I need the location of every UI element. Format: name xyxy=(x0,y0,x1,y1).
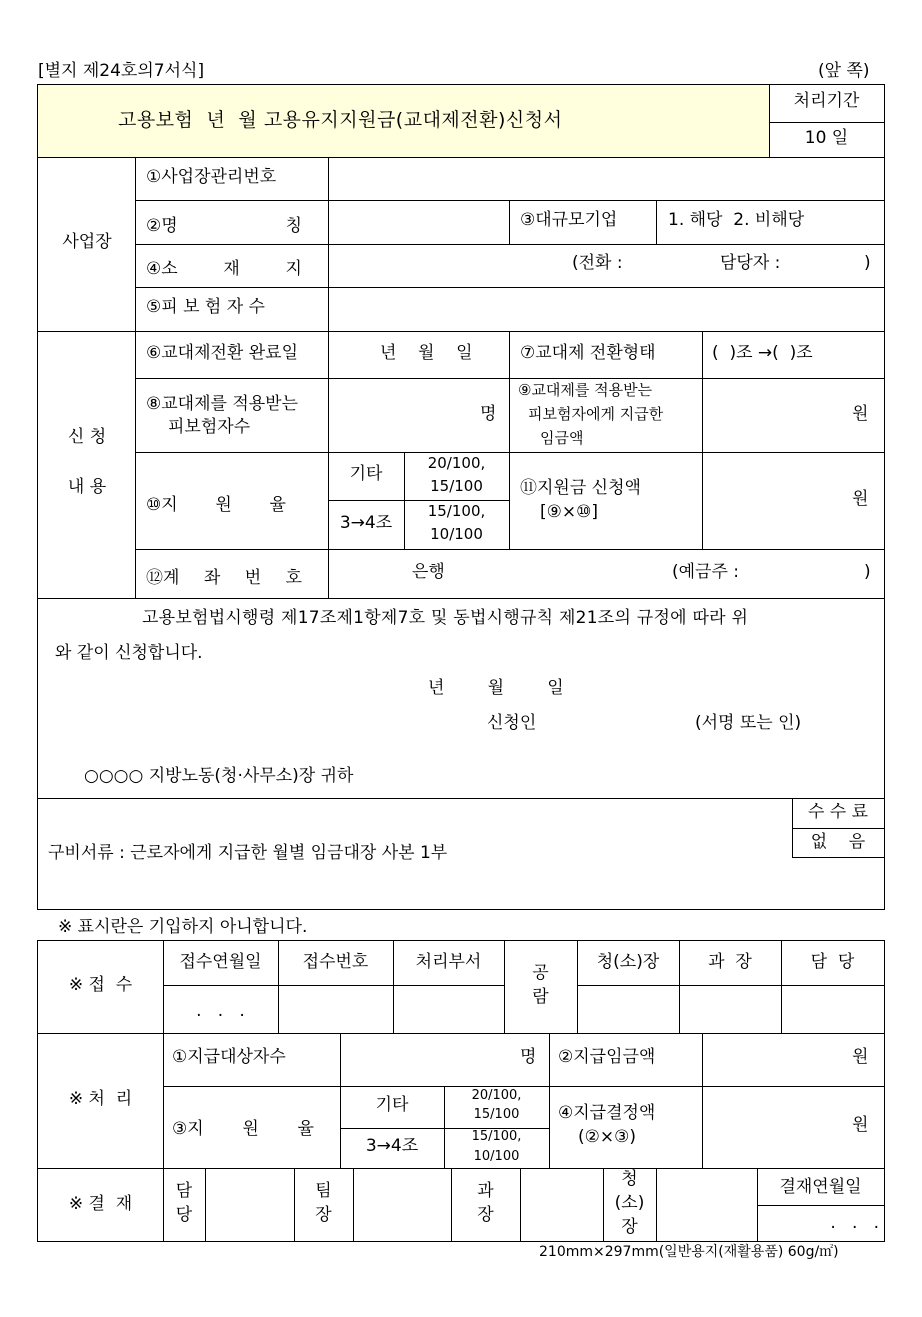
support-amount-unit: 원 xyxy=(852,489,869,509)
processing-period-value: 10 일 xyxy=(804,128,849,148)
form-title: 고용보험 년 월 고용유지지원금(교대제전환)신청서 xyxy=(118,109,563,131)
business-mgmt-no-field[interactable] xyxy=(330,159,882,199)
decision-amount-label-2: (②×③) xyxy=(578,1127,636,1147)
application-section-label-1: 신 청 xyxy=(67,427,107,447)
circulation-label-1: 공 xyxy=(532,963,549,983)
processing-period-label: 처리기간 xyxy=(793,91,860,111)
shift-type-field[interactable]: ( )조 →( )조 xyxy=(712,343,813,363)
shift-insured-label-1: ⑧교대제를 적용받는 xyxy=(146,394,299,414)
office-use-note: ※ 표시란은 기입하지 아니합니다. xyxy=(58,917,308,937)
large-company-options[interactable]: 1. 해당 2. 비해당 xyxy=(668,210,805,230)
proc-rate-other-value-2: 15/100 xyxy=(473,1107,520,1122)
approval-staff-1: 담 xyxy=(175,1181,193,1201)
page-side: (앞 쪽) xyxy=(818,61,870,81)
paid-wage-unit: 원 xyxy=(852,1047,869,1067)
approval-team-2: 장 xyxy=(315,1205,332,1225)
address-manager-label: 담당자 : xyxy=(720,253,781,273)
shift-insured-unit: 명 xyxy=(480,404,497,424)
business-mgmt-no-label: ①사업장관리번호 xyxy=(146,167,277,187)
approval-section-2: 장 xyxy=(477,1205,494,1225)
completion-date-label: ⑥교대제전환 완료일 xyxy=(146,343,299,363)
section-chief-label: 과 장 xyxy=(708,952,752,972)
shift-type-label: ⑦교대제 전환형태 xyxy=(520,343,656,363)
rate-other-label: 기타 xyxy=(349,464,383,484)
account-bank-label: 은행 xyxy=(412,562,445,582)
approval-date-field[interactable]: . . . xyxy=(830,1213,879,1233)
applicant-label: 신청인 xyxy=(487,713,537,733)
approval-chief-1: 청 xyxy=(621,1169,638,1189)
approval-date-label: 결재연월일 xyxy=(779,1177,862,1197)
approval-team-1: 팀 xyxy=(315,1181,332,1201)
business-name-field[interactable] xyxy=(330,202,508,242)
shift-wage-label-2: 피보험자에게 지급한 xyxy=(528,405,664,423)
proc-rate-34-label: 3→4조 xyxy=(365,1136,419,1156)
shift-wage-label-3: 임금액 xyxy=(540,429,584,447)
rate-34-label: 3→4조 xyxy=(339,513,393,533)
reception-no-field[interactable] xyxy=(280,987,392,1032)
reception-no-label: 접수번호 xyxy=(302,952,369,972)
circulation-label-2: 람 xyxy=(532,987,549,1007)
account-close-paren: ) xyxy=(864,562,871,582)
chief-label: 청(소)장 xyxy=(596,952,660,972)
approval-chief-3: 장 xyxy=(621,1217,638,1237)
rate-other-value-1: 20/100, xyxy=(427,454,486,472)
account-no-label: ⑫계 좌 번 호 xyxy=(146,568,302,588)
paid-wage-label: ②지급임금액 xyxy=(558,1047,656,1067)
fee-value: 없 음 xyxy=(810,832,866,852)
processing-label: ※ 처 리 xyxy=(68,1089,133,1109)
approval-label: ※ 결 재 xyxy=(68,1194,133,1214)
support-amount-label-1: ⑪지원금 신청액 xyxy=(520,478,641,498)
application-section-label-2: 내 용 xyxy=(67,477,107,497)
declaration-line-1: 고용보험법시행령 제17조제1항제7호 및 동법시행규칙 제21조의 규정에 따라 위 xyxy=(142,608,749,628)
addressee: ○○○○ 지방노동(청·사무소)장 귀하 xyxy=(84,766,354,786)
proc-rate-34-value-2: 10/100 xyxy=(473,1149,520,1164)
reception-date-field[interactable]: . . . xyxy=(196,1001,245,1021)
form-reference: [별지 제24호의7서식] xyxy=(38,61,205,81)
shift-insured-label-2: 피보험자수 xyxy=(168,417,251,437)
insured-count-label: ⑤피 보 험 자 수 xyxy=(146,297,265,317)
declaration-line-2: 와 같이 신청합니다. xyxy=(55,643,203,663)
recipients-unit: 명 xyxy=(520,1047,537,1067)
staff-label: 담 당 xyxy=(810,952,855,972)
processing-dept-label: 처리부서 xyxy=(415,952,482,972)
fee-label: 수 수 료 xyxy=(807,802,869,822)
proc-rate-other-value-1: 20/100, xyxy=(471,1088,522,1103)
support-amount-label-2: [⑨×⑩] xyxy=(540,502,598,522)
decision-amount-unit: 원 xyxy=(852,1115,869,1135)
business-section-label: 사업장 xyxy=(62,232,112,252)
proc-rate-other-label: 기타 xyxy=(375,1095,409,1115)
approval-section-1: 과 xyxy=(477,1181,494,1201)
business-name-label: ②명 칭 xyxy=(146,216,302,236)
approval-chief-2: (소) xyxy=(614,1193,645,1213)
rate-34-value-1: 15/100, xyxy=(427,502,486,520)
rate-34-value-2: 10/100 xyxy=(430,525,483,543)
account-holder-label: (예금주 : xyxy=(672,562,740,582)
large-company-label: ③대규모기업 xyxy=(520,210,618,230)
attachments-text: 구비서류 : 근로자에게 지급한 월별 임금대장 사본 1부 xyxy=(48,843,448,863)
proc-rate-34-value-1: 15/100, xyxy=(471,1129,522,1144)
address-phone-label: (전화 : xyxy=(572,253,623,273)
address-close-paren: ) xyxy=(864,253,871,273)
reception-date-label: 접수연월일 xyxy=(179,952,262,972)
paper-spec: 210mm×297mm(일반용지(재활용품) 60g/㎡) xyxy=(539,1244,839,1260)
decision-amount-label-1: ④지급결정액 xyxy=(558,1103,656,1123)
insured-count-field[interactable] xyxy=(330,289,882,330)
shift-wage-label-1: ⑨교대제를 적용받는 xyxy=(518,381,653,399)
recipients-label: ①지급대상자수 xyxy=(172,1047,286,1067)
completion-date-field[interactable]: 년 월 일 xyxy=(380,343,473,363)
rate-other-value-2: 15/100 xyxy=(430,477,483,495)
declaration-date[interactable]: 년 월 일 xyxy=(428,678,564,698)
reception-label: ※ 접 수 xyxy=(68,975,133,995)
signature-label[interactable]: (서명 또는 인) xyxy=(695,713,802,733)
processing-rate-label: ③지 원 율 xyxy=(172,1119,314,1139)
shift-wage-unit: 원 xyxy=(852,404,869,424)
support-rate-label: ⑩지 원 율 xyxy=(146,495,286,515)
approval-staff-2: 당 xyxy=(175,1205,193,1225)
business-address-label: ④소 재 지 xyxy=(146,259,302,279)
processing-dept-field[interactable] xyxy=(395,987,503,1032)
